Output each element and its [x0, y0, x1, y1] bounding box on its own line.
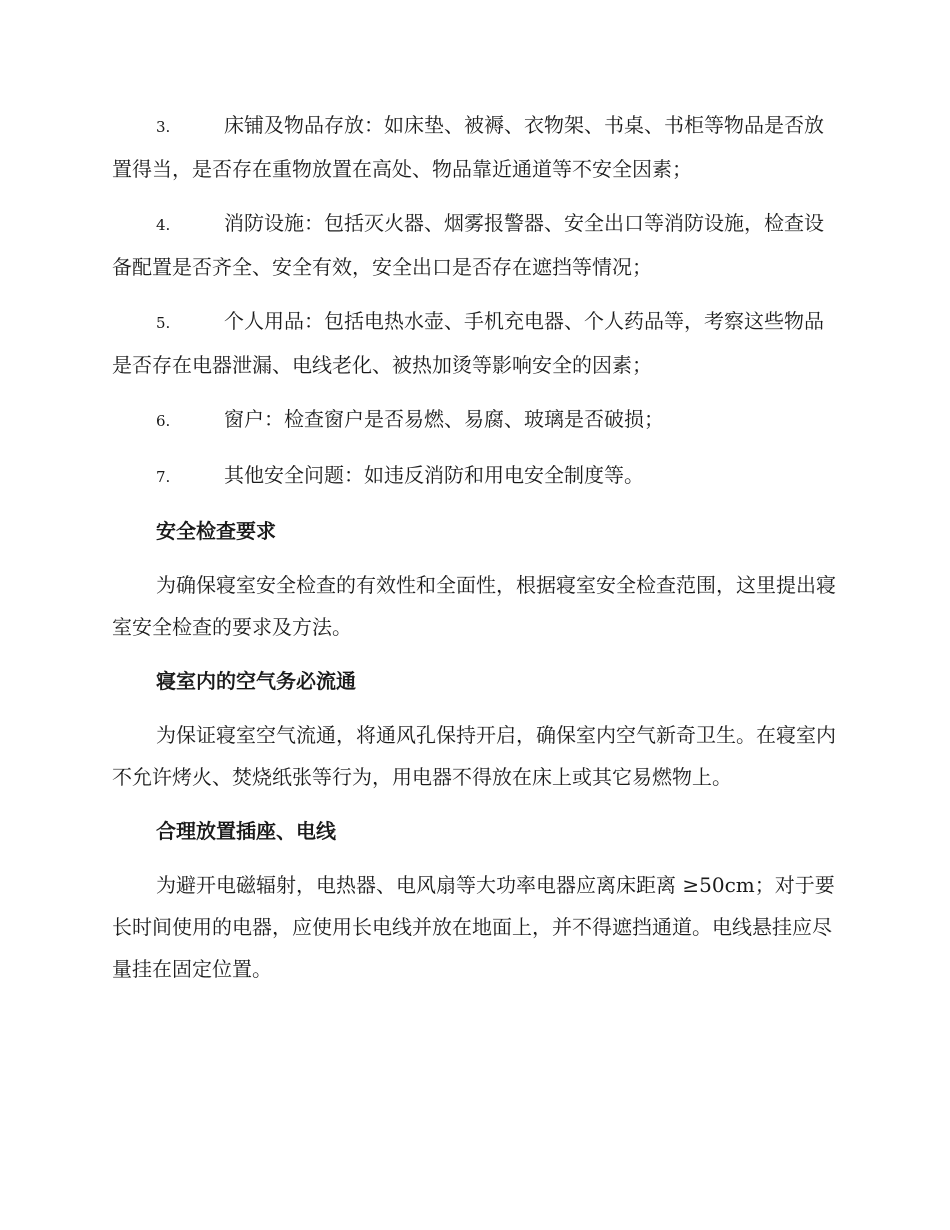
list-item-3: [112, 104, 838, 190]
document-content: [112, 104, 838, 1002]
list-text: 消防设施：包括灭火器、烟雾报警器、安全出口等消防设施，检查设备配置是否齐全、安全有效，安全出口是否存在遮挡等情况；: [112, 211, 824, 279]
list-number: 4.: [156, 216, 171, 234]
list-number: 5.: [156, 314, 171, 332]
list-item-4: [112, 202, 838, 288]
list-text: 其他安全问题：如违反消防和用电安全制度等。: [224, 463, 644, 487]
section-paragraph: 为避开电磁辐射，电热器、电风扇等大功率电器应离床距离 ≥50cm；对于要长时间使用的电器，应使用长电线并放在地面上，并不得遮挡通道。电线悬挂应尽量挂在固定位置。: [112, 873, 835, 981]
section-heading-air-circulation: 寝室内的空气务必流通: [156, 669, 356, 693]
list-text: 窗户：检查窗户是否易燃、易腐、玻璃是否破损；: [224, 407, 664, 431]
section-paragraph: 为确保寝室安全检查的有效性和全面性，根据寝室安全检查范围，这里提出寝室安全检查的要求及方法。: [112, 573, 836, 639]
list-number: 3.: [156, 118, 171, 136]
list-text: 个人用品：包括电热水壶、手机充电器、个人药品等，考察这些物品是否存在电器泄漏、电线老化、被热加烫等影响安全的因素；: [112, 309, 824, 377]
section-heading-inspection-requirements: 安全检查要求: [156, 519, 276, 543]
list-text: 床铺及物品存放：如床垫、被褥、衣物架、书桌、书柜等物品是否放置得当，是否存在重物放置在高处、物品靠近通道等不安全因素；: [112, 113, 824, 181]
list-item-6: [112, 398, 838, 442]
list-item-5: [112, 300, 838, 386]
list-item-7: [112, 454, 838, 498]
section-heading-sockets-wires: 合理放置插座、电线: [156, 819, 336, 843]
list-number: 6.: [156, 412, 171, 430]
list-number: 7.: [156, 468, 171, 486]
section-paragraph: 为保证寝室空气流通，将通风孔保持开启，确保室内空气新奇卫生。在寝室内不允许烤火、焚烧纸张等行为，用电器不得放在床上或其它易燃物上。: [112, 723, 836, 789]
